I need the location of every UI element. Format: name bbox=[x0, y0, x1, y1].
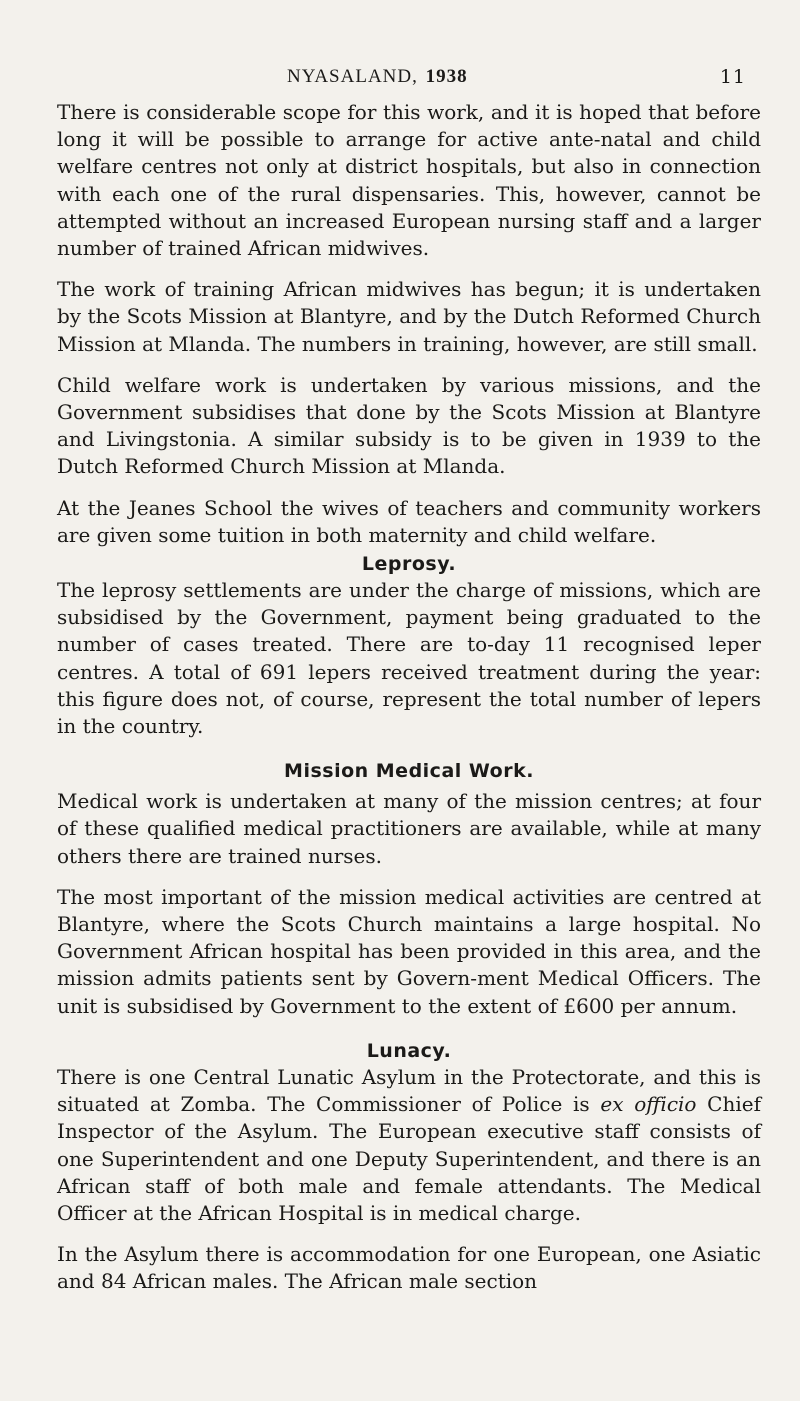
heading-lunacy: Lunacy. bbox=[366, 1039, 452, 1062]
paragraph-lunacy-1 bbox=[57, 1064, 761, 1227]
paragraph-maternity-4: At the Jeanes School the wives of teachers and community workers are given some tuition in both maternity and child welfare. bbox=[57, 495, 761, 547]
page-number: 11 bbox=[719, 66, 746, 88]
paragraph-leprosy-1: The leprosy settlements are under the charge of missions, which are subsidised by the Government, payment being graduated to the number of cases treated. There are to-day 11 recognised leper centres. A total of 691 lepers received treatment during the year: this figure does not, of course, represent the total number of lepers in the country. bbox=[57, 578, 761, 739]
paragraph-lunacy-1-a: There is one Central Lunatic Asylum in the Protectorate, and this is situated at Zomba. The Commissioner of Police is bbox=[57, 1064, 761, 1117]
paragraph-maternity-2: The work of training African midwives has begun; it is undertaken by the Scots Mission at Blantyre, and by the Dutch Reformed Church Mission at Mlanda. The numbers in training, however, are still small. bbox=[57, 277, 761, 356]
paragraph-maternity-3: Child welfare work is undertaken by various missions, and the Government subsidises that done by the Scots Mission at Blantyre and Livingstonia. A similar subsidy is to be given in 1939 to the Dutch Reformed Church Mission at Mlanda. bbox=[57, 372, 761, 479]
running-title bbox=[287, 66, 468, 88]
running-head bbox=[57, 66, 760, 96]
paragraph-lunacy-1-b: Chief Inspector of the Asylum. The European executive staff consists of one Superintendent and one Deputy Superintendent, and there is an African staff of both male and female attendants. The Medical Officer at the African Hospital is in medical charge. bbox=[57, 1092, 761, 1225]
paragraph-mission-medical-1: Medical work is undertaken at many of the mission centres; at four of these qualified medical practitioners are available, while at many others there are trained nurses. bbox=[57, 789, 761, 868]
running-title-year: 1938 bbox=[425, 66, 468, 87]
paragraph-maternity-1: There is considerable scope for this work, and it is hoped that before long it will be possible to arrange for active ante-natal and child welfare centres not only at district hospitals, but also in connection with each one of the rural dispensaries. This, however, cannot be attempted without an increased European nursing staff and a larger number of trained African midwives. bbox=[57, 100, 761, 261]
body-text bbox=[57, 99, 761, 1310]
paragraph-lunacy-2: In the Asylum there is accommodation for one European, one Asiatic and 84 African males. The African male section bbox=[57, 1242, 761, 1294]
paragraph-mission-medical-2: The most important of the mission medical activities are centred at Blantyre, where the Scots Church maintains a large hospital. No Government African hospital has been provided in this area, and the mission admits patients sent by Govern-ment Medical Officers. The unit is subsidised by Government to the extent of £600 per annum. bbox=[57, 884, 761, 1018]
paragraph-lunacy-1-italic: ex officio bbox=[600, 1092, 697, 1117]
heading-mission-medical-work: Mission Medical Work. bbox=[284, 760, 534, 783]
running-title-text: NYASALAND, bbox=[287, 66, 418, 87]
heading-leprosy: Leprosy. bbox=[361, 553, 457, 576]
